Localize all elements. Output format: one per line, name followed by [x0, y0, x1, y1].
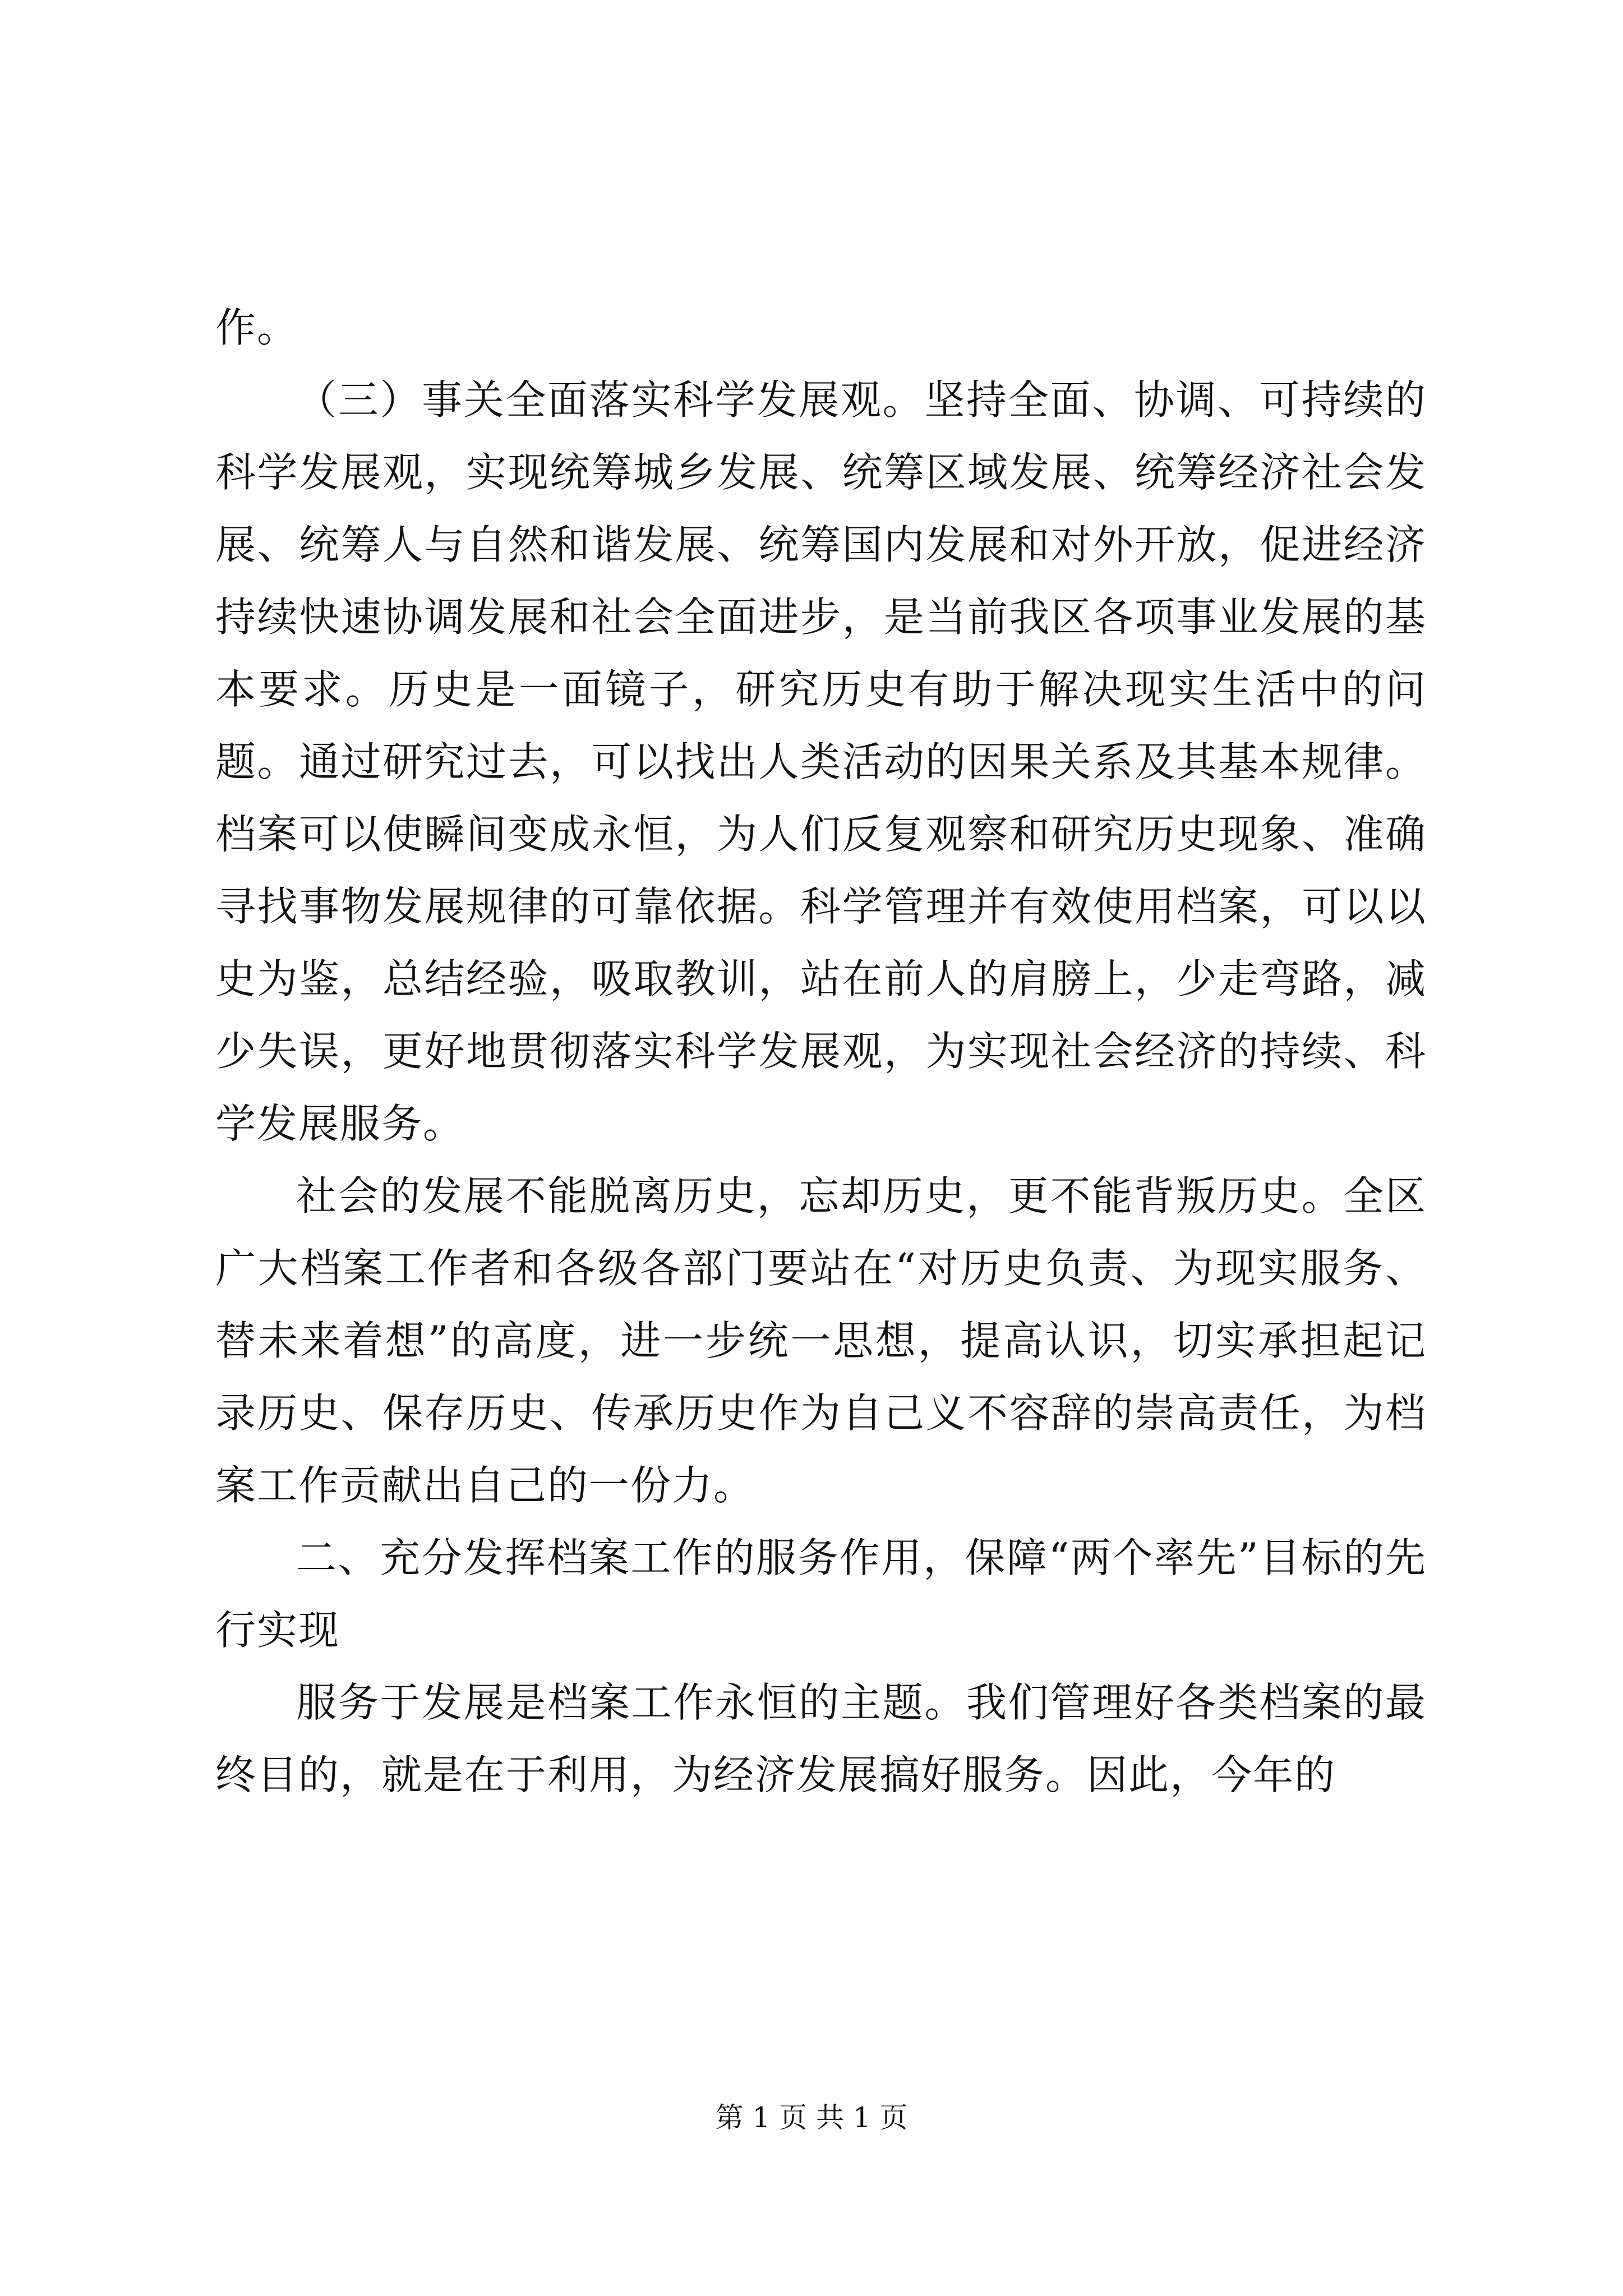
section-heading-service-role: 二、充分发挥档案工作的服务作用，保障“两个率先”目标的先行实现	[215, 1534, 1427, 1654]
paragraph-continuation: 作。	[215, 304, 299, 351]
paragraph-service-theme: 服务于发展是档案工作永恒的主题。我们管理好各类档案的最终目的，就是在于利用，为经济发展搞好服务。因此，今年的	[215, 1679, 1427, 1798]
page-footer	[0, 2101, 1623, 2134]
paragraph-history-responsibility: 社会的发展不能脱离历史，忘却历史，更不能背叛历史。全区广大档案工作者和各级各部门要站在“对历史负责、为现实服务、替未来着想”的高度，进一步统一思想，提高认识，切实承担起记录历史、保存历史、传承历史作为自己义不容辞的崇高责任，为档案工作贡献出自己的一份力。	[215, 1172, 1427, 1509]
document-body	[215, 292, 1427, 1811]
page-number-label: 第 1 页 共 1 页	[715, 2101, 908, 2134]
paragraph-scientific-development: （三）事关全面落实科学发展观。坚持全面、协调、可持续的科学发展观，实现统筹城乡发展、统筹区域发展、统筹经济社会发展、统筹人与自然和谐发展、统筹国内发展和对外开放，促进经济持续快速协调发展和社会全面进步，是当前我区各项事业发展的基本要求。历史是一面镜子，研究历史有助于解决现实生活中的问题。通过研究过去，可以找出人类活动的因果关系及其基本规律。档案可以使瞬间变成永恒，为人们反复观察和研究历史现象、准确寻找事物发展规律的可靠依据。科学管理并有效使用档案，可以以史为鉴，总结经验，吸取教训，站在前人的肩膀上，少走弯路，减少失误，更好地贯彻落实科学发展观，为实现社会经济的持续、科学发展服务。	[215, 376, 1427, 1147]
